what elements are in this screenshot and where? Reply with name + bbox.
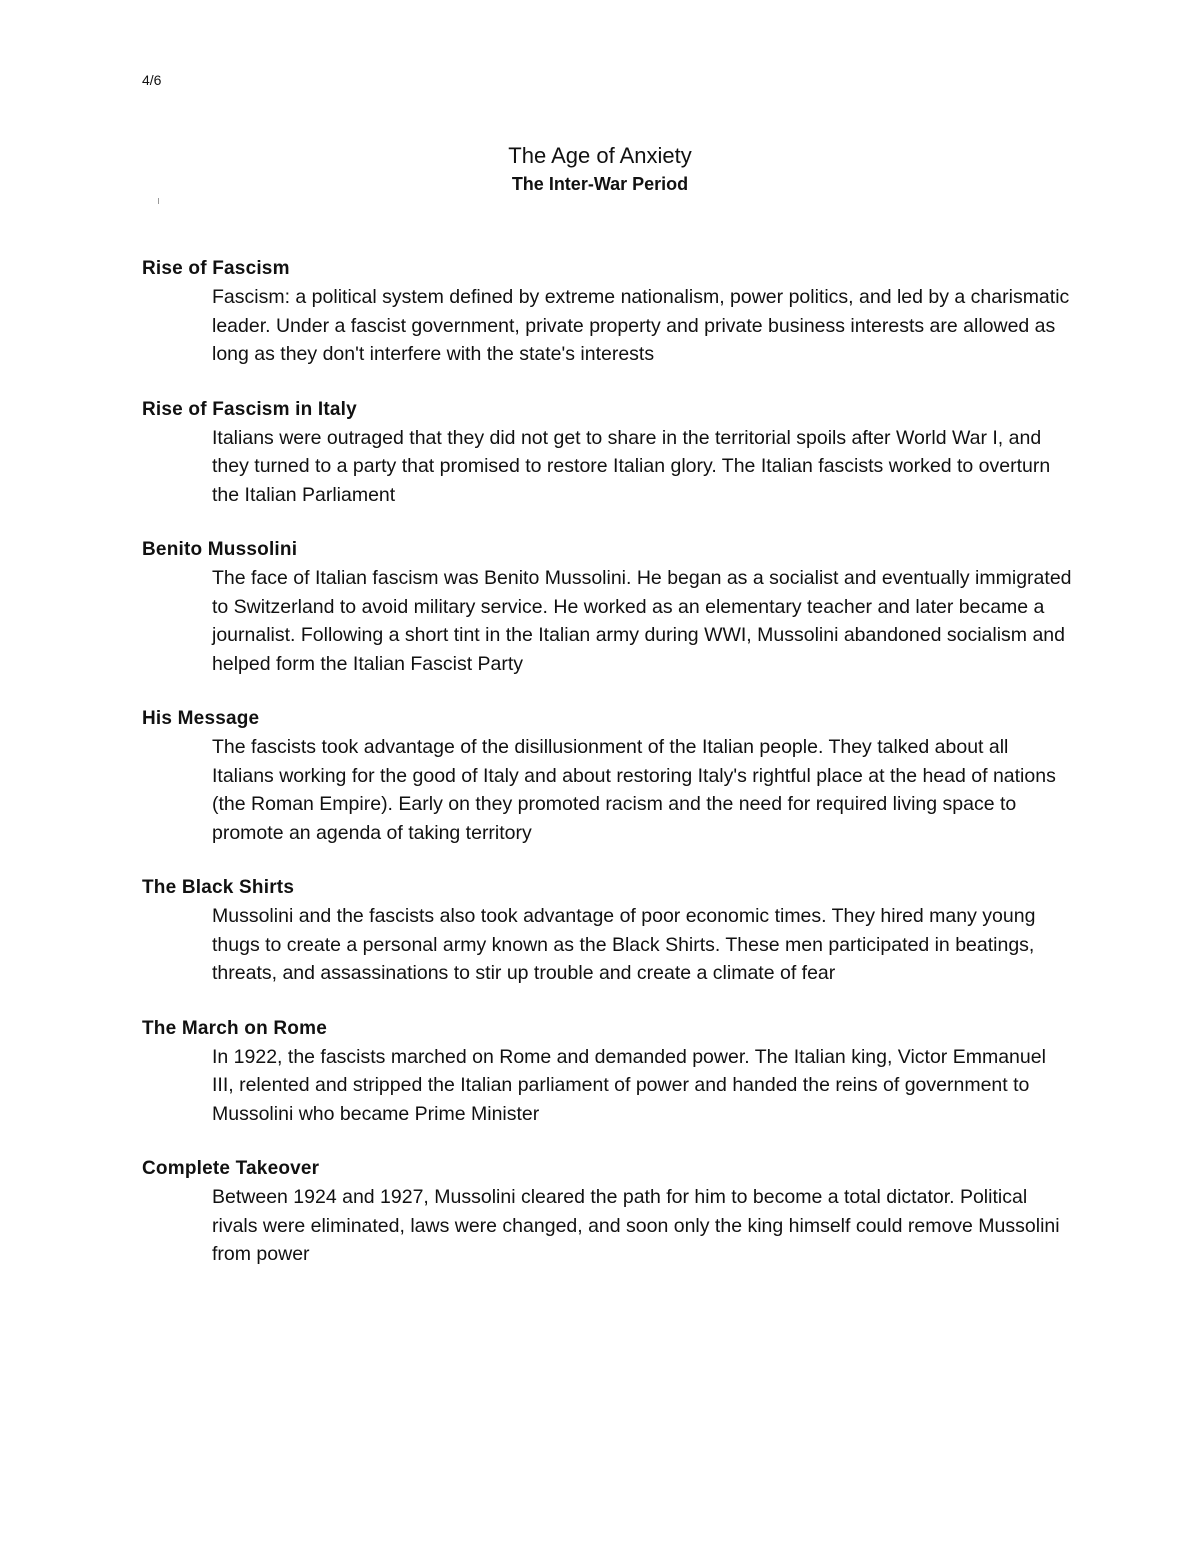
section-heading: Benito Mussolini bbox=[142, 539, 298, 560]
section-body: In 1922, the fascists marched on Rome and demanded power. The Italian king, Victor Emmanuel III, relented and stripped the Italian parliament of power and handed the reins of government to Mussolini who became Prime Minister bbox=[212, 1045, 1046, 1125]
section-heading: The Black Shirts bbox=[142, 877, 295, 898]
section-rise-of-fascism-in-italy bbox=[142, 397, 1072, 510]
section-the-march-on-rome bbox=[142, 1016, 1072, 1129]
section-heading: Rise of Fascism in Italy bbox=[142, 398, 357, 420]
section-heading: Rise of Fascism bbox=[142, 258, 290, 279]
section-rise-of-fascism bbox=[142, 256, 1072, 369]
section-complete-takeover bbox=[142, 1156, 1072, 1269]
section-body: The fascists took advantage of the disillusionment of the Italian people. They talked about all Italians working for the good of Italy and about restoring Italy's rightful place at the head of nations (the Roman Empire). Early on they promoted racism and the need for required living space to promote an agenda of taking territory bbox=[212, 736, 1056, 844]
document-subtitle: The Inter-War Period bbox=[511, 174, 689, 194]
section-heading: His Message bbox=[142, 708, 260, 729]
document-title: The Age of Anxiety bbox=[508, 143, 692, 168]
title-block bbox=[0, 141, 1200, 197]
section-heading: Complete Takeover bbox=[142, 1158, 320, 1179]
sections-list bbox=[142, 256, 1072, 1297]
section-body: Italians were outraged that they did not get to share in the territorial spoils after World War I, and they turned to a party that promised to restore Italian glory. The Italian fascists worked to overturn the Italian Parliament bbox=[212, 426, 1051, 506]
section-body: The face of Italian fascism was Benito Mussolini. He began as a socialist and eventually immigrated to Switzerland to avoid military service. He worked as an elementary teacher and later became a journalist. Following a short tint in the Italian army during WWI, Mussolini abandoned socialism and helped form the Italian Fascist Party bbox=[212, 567, 1072, 675]
section-his-message bbox=[142, 706, 1072, 847]
section-heading: The March on Rome bbox=[142, 1017, 327, 1039]
section-body: Fascism: a political system defined by extreme nationalism, power politics, and led by a charismatic leader. Under a fascist government, private property and private business interests are allowed as long as they don't interfere with the state's interests bbox=[212, 286, 1070, 365]
section-body: Mussolini and the fascists also took advantage of poor economic times. They hired many young thugs to create a personal army known as the Black Shirts. These men participated in beatings, threats, and assassinations to stir up trouble and create a climate of fear bbox=[212, 905, 1036, 984]
section-the-black-shirts bbox=[142, 875, 1072, 988]
page-number: 4/6 bbox=[142, 72, 162, 88]
section-body: Between 1924 and 1927, Mussolini cleared the path for him to become a total dictator. Political rivals were eliminated, laws were changed, and soon only the king himself could remove Mussolini from power bbox=[212, 1186, 1060, 1265]
stray-mark bbox=[158, 198, 159, 204]
section-benito-mussolini bbox=[142, 537, 1072, 678]
